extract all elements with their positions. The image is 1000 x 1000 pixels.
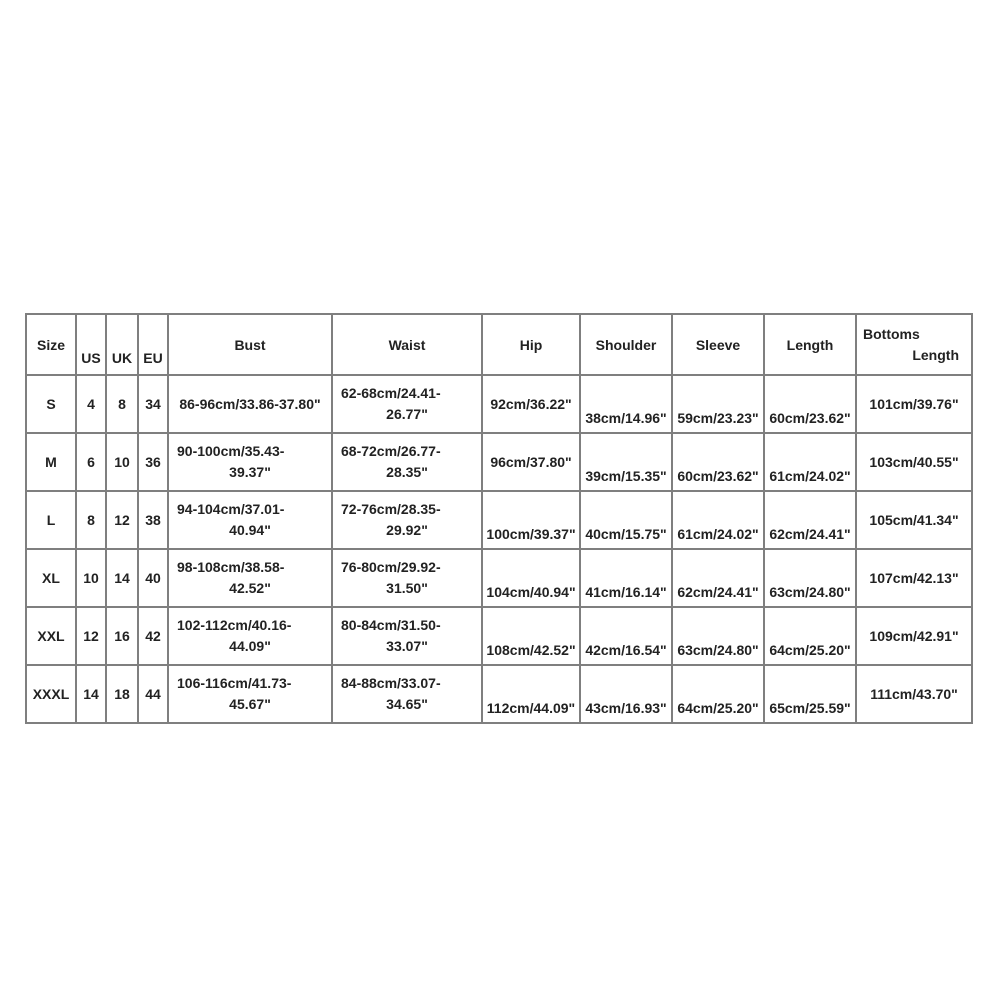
cell-waist-line1: 84-88cm/33.07- (341, 675, 441, 691)
cell-bust-line1: 98-108cm/38.58- (177, 559, 285, 575)
cell-hip: 92cm/36.22" (482, 375, 580, 433)
cell-bust-line2: 39.37" (229, 464, 271, 480)
cell-shoulder: 38cm/14.96" (580, 375, 672, 433)
header-row (26, 314, 972, 375)
cell-waist-line2: 31.50" (386, 580, 428, 596)
cell-waist-line1: 62-68cm/24.41- (341, 385, 441, 401)
cell-waist-line1: 68-72cm/26.77- (341, 443, 441, 459)
cell-waist (332, 433, 482, 491)
cell-waist (332, 665, 482, 723)
cell-waist-line2: 28.35" (386, 464, 428, 480)
cell-length: 60cm/23.62" (764, 375, 856, 433)
header-sleeve: Sleeve (672, 314, 764, 375)
cell-uk: 14 (106, 549, 138, 607)
cell-us: 14 (76, 665, 106, 723)
cell-bottoms-length: 103cm/40.55" (856, 433, 972, 491)
cell-waist-line2: 26.77" (386, 406, 428, 422)
cell-bust-line1: 102-112cm/40.16- (177, 617, 292, 633)
cell-length: 64cm/25.20" (764, 607, 856, 665)
cell-uk: 10 (106, 433, 138, 491)
cell-size: L (26, 491, 76, 549)
cell-us: 8 (76, 491, 106, 549)
cell-hip: 96cm/37.80" (482, 433, 580, 491)
cell-bust-line1: 90-100cm/35.43- (177, 443, 285, 459)
cell-bottoms-length: 107cm/42.13" (856, 549, 972, 607)
cell-shoulder: 41cm/16.14" (580, 549, 672, 607)
cell-eu: 40 (138, 549, 168, 607)
cell-sleeve: 63cm/24.80" (672, 607, 764, 665)
cell-bottoms-length: 109cm/42.91" (856, 607, 972, 665)
cell-size: XXL (26, 607, 76, 665)
size-table (25, 313, 973, 724)
header-hip: Hip (482, 314, 580, 375)
header-bottoms-length-line2: Length (912, 346, 959, 363)
cell-waist (332, 607, 482, 665)
header-shoulder: Shoulder (580, 314, 672, 375)
cell-waist-line1: 72-76cm/28.35- (341, 501, 441, 517)
cell-uk: 8 (106, 375, 138, 433)
header-uk: UK (106, 314, 138, 375)
cell-hip: 108cm/42.52" (482, 607, 580, 665)
cell-sleeve: 64cm/25.20" (672, 665, 764, 723)
cell-size: XXXL (26, 665, 76, 723)
cell-shoulder: 43cm/16.93" (580, 665, 672, 723)
cell-us: 4 (76, 375, 106, 433)
cell-sleeve: 60cm/23.62" (672, 433, 764, 491)
cell-waist (332, 491, 482, 549)
cell-bust-line2: 40.94" (229, 522, 271, 538)
cell-shoulder: 40cm/15.75" (580, 491, 672, 549)
cell-us: 6 (76, 433, 106, 491)
cell-waist (332, 549, 482, 607)
size-chart (25, 313, 973, 724)
cell-bust-line1: 94-104cm/37.01- (177, 501, 285, 517)
header-waist: Waist (332, 314, 482, 375)
cell-size: XL (26, 549, 76, 607)
cell-hip: 104cm/40.94" (482, 549, 580, 607)
cell-bust-line1: 106-116cm/41.73- (177, 675, 292, 691)
header-bust: Bust (168, 314, 332, 375)
cell-bottoms-length: 101cm/39.76" (856, 375, 972, 433)
table-row (26, 433, 972, 491)
cell-uk: 18 (106, 665, 138, 723)
cell-bust (168, 665, 332, 723)
header-eu: EU (138, 314, 168, 375)
cell-eu: 42 (138, 607, 168, 665)
cell-us: 12 (76, 607, 106, 665)
cell-size: S (26, 375, 76, 433)
table-row (26, 607, 972, 665)
header-bottoms-length-line1: Bottoms (863, 325, 920, 342)
cell-sleeve: 59cm/23.23" (672, 375, 764, 433)
header-size: Size (26, 314, 76, 375)
cell-length: 65cm/25.59" (764, 665, 856, 723)
cell-us: 10 (76, 549, 106, 607)
cell-bottoms-length: 111cm/43.70" (856, 665, 972, 723)
table-row (26, 665, 972, 723)
cell-eu: 38 (138, 491, 168, 549)
cell-bust-line1: 86-96cm/33.86-37.80" (179, 395, 321, 412)
cell-bust (168, 549, 332, 607)
cell-waist-line1: 76-80cm/29.92- (341, 559, 441, 575)
cell-hip: 112cm/44.09" (482, 665, 580, 723)
cell-waist-line2: 34.65" (386, 696, 428, 712)
cell-sleeve: 62cm/24.41" (672, 549, 764, 607)
header-us: US (76, 314, 106, 375)
cell-uk: 16 (106, 607, 138, 665)
cell-eu: 44 (138, 665, 168, 723)
cell-bust-line2: 45.67" (229, 696, 271, 712)
cell-shoulder: 39cm/15.35" (580, 433, 672, 491)
cell-uk: 12 (106, 491, 138, 549)
cell-hip: 100cm/39.37" (482, 491, 580, 549)
cell-waist-line2: 33.07" (386, 638, 428, 654)
header-bottoms-length (856, 314, 972, 375)
cell-shoulder: 42cm/16.54" (580, 607, 672, 665)
header-length: Length (764, 314, 856, 375)
cell-size: M (26, 433, 76, 491)
cell-bust (168, 375, 332, 433)
cell-length: 63cm/24.80" (764, 549, 856, 607)
cell-bottoms-length: 105cm/41.34" (856, 491, 972, 549)
cell-bust-line2: 44.09" (229, 638, 271, 654)
cell-waist (332, 375, 482, 433)
table-row (26, 491, 972, 549)
table-row (26, 549, 972, 607)
cell-bust-line2: 42.52" (229, 580, 271, 596)
cell-eu: 34 (138, 375, 168, 433)
cell-bust (168, 607, 332, 665)
cell-length: 62cm/24.41" (764, 491, 856, 549)
table-row (26, 375, 972, 433)
cell-length: 61cm/24.02" (764, 433, 856, 491)
cell-waist-line2: 29.92" (386, 522, 428, 538)
cell-bust (168, 433, 332, 491)
cell-sleeve: 61cm/24.02" (672, 491, 764, 549)
cell-waist-line1: 80-84cm/31.50- (341, 617, 441, 633)
cell-bust (168, 491, 332, 549)
cell-eu: 36 (138, 433, 168, 491)
